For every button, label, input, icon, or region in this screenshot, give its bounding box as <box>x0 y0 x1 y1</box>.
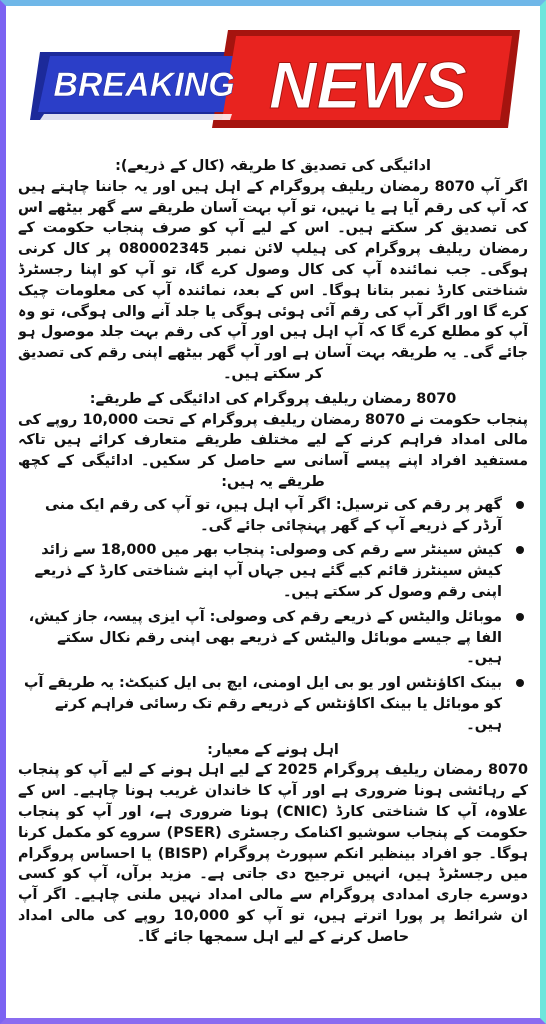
bullet-icon <box>516 613 524 621</box>
list-item-text: کیش سینٹر سے رقم کی وصولی: پنجاب بھر میں 18,000 سے زائد کیش سینٹرز قائم کیے گئے ہیں جہاں آپ اپنے شناختی کارڈ کے ذریعے اپنی رقم وصول کر سکتے ہیں۔ <box>34 542 502 600</box>
breaking-news-banner <box>0 0 546 160</box>
section-heading-verification: ادائیگی کی تصدیق کا طریقہ (کال کے ذریعے): <box>115 158 431 174</box>
list-item <box>18 607 502 669</box>
article-body <box>18 156 528 1016</box>
paragraph-payment-intro: پنجاب حکومت نے 8070 رمضان ریلیف پروگرام کے تحت 10,000 روپے کی مالی امداد فراہم کرنے کے لیے مختلف طریقے متعارف کرائے ہیں تاکہ مستفید افراد اپنے پیسے آسانی سے حاصل کر سکیں۔ ادائیگی کے کچھ طریقے یہ ہیں: <box>18 411 528 490</box>
section-heading-payment-methods: 8070 رمضان ریلیف پروگرام کی ادائیگی کے طریقے: <box>89 390 457 407</box>
list-item <box>18 495 502 537</box>
bullet-icon <box>516 501 524 509</box>
banner-word-news: NEWS <box>269 48 467 122</box>
payment-methods-list <box>18 495 528 736</box>
list-item-text: موبائل والیٹس کے ذریعے رقم کی وصولی: آپ ایزی پیسہ، جاز کیش، الفا پے جیسے موبائل والیٹس کے ذریعے بھی اپنی رقم نکال سکتے ہیں۔ <box>28 608 502 667</box>
section-heading-eligibility: اہل ہونے کے معیار: <box>207 741 339 758</box>
list-item-text: گھر پر رقم کی ترسیل: اگر آپ اہل ہیں، تو آپ کی رقم ایک منی آرڈر کے ذریعے آپ کے گھر پہنچائی جائے گی۔ <box>45 496 502 534</box>
banner-word-breaking: BREAKING <box>53 66 235 104</box>
list-item-text: بینک اکاؤنٹس اور یو بی ایل اومنی، ایچ بی ایل کنیکٹ: یہ طریقے آپ کو موبائل یا بینک اکاؤنٹس کے ذریعے رقم تک رسائی فراہم کرتے ہیں۔ <box>24 675 502 733</box>
list-item <box>18 673 502 735</box>
paragraph-eligibility: 8070 رمضان ریلیف پروگرام 2025 کے لیے اہل ہونے کے لیے آپ کو پنجاب کے رہائشی ہونا ضروری ہے اور آپ کا خاندان غریب ہونا چاہیے۔ اس کے علاوہ، آپ کا شناختی کارڈ (CNIC) ہونا ضروری ہے، اور آپ کو پنجاب حکومت کے پنجاب سوشیو اکنامک رجسٹری (PSER) سروے کو مکمل کرنا ہوگا۔ جو افراد بینظیر انکم سپورٹ پروگرام (BISP) یا احساس پروگرام میں رجسٹرڈ ہیں، انہیں ترجیح دی جاتی ہے۔ مزید برآں، آپ کو کسی دوسرے جاری امدادی پروگرام سے مالی امداد نہیں ملنی چاہیے۔ اگر آپ ان شرائط پر پورا اترتے ہیں، تو آپ کو 10,000 روپے کی مالی امداد حاصل کرنے کے لیے اہل سمجھا جائے گا۔ <box>18 762 528 945</box>
paragraph-verification: اگر آپ 8070 رمضان ریلیف پروگرام کے اہل ہیں اور یہ جاننا چاہتے ہیں کہ آپ کی رقم آیا ہے یا نہیں، تو آپ بہت آسان طریقے سے گھر بیٹھے اس کی تصدیق کر سکتے ہیں۔ اس کے لیے آپ کو صرف پنجاب حکومت کے رمضان ریلیف پروگرام کی ہیلپ لائن نمبر 080002345 پر کال کرنی ہوگی۔ جب نمائندہ آپ کی کال وصول کرے گا، تو آپ کو اپنا رجسٹرڈ شناختی کارڈ نمبر بتانا ہوگا۔ اس کے بعد، نمائندہ آپ کی معلومات چیک کرے گا اور اگر آپ کی رقم آئی ہوئی ہوگی یا جلد آنے والی ہوگی، تو وہ آپ کو مطلع کرے گا کہ آپ اہل ہیں اور آپ کی رقم بہت جلد موصول ہو جائے گی۔ یہ طریقہ بہت آسان ہے اور آپ گھر بیٹھے اپنی رقم کی تصدیق کر سکتے ہیں۔ <box>18 178 528 382</box>
banner-accent-streak <box>40 114 232 120</box>
list-item <box>18 540 502 602</box>
bullet-icon <box>516 546 524 554</box>
bullet-icon <box>516 679 524 687</box>
